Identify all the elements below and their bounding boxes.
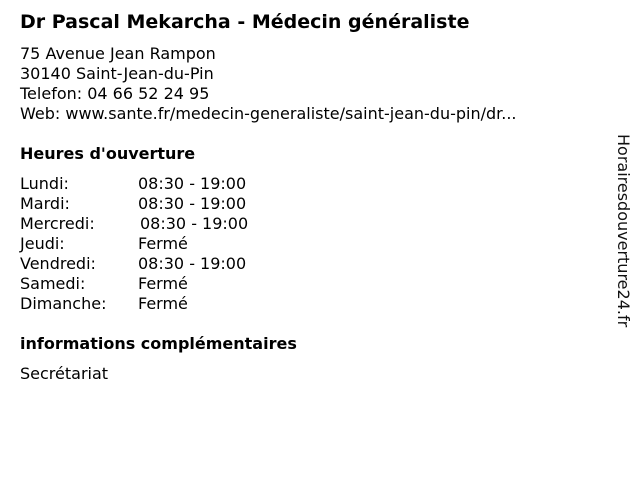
day-label: Samedi: xyxy=(20,274,86,293)
address-block xyxy=(20,44,517,124)
time-value: 08:30 - 19:00 xyxy=(138,174,247,193)
hours-row-tuesday xyxy=(20,194,420,214)
time-value: Fermé xyxy=(138,234,188,253)
page-title: Dr Pascal Mekarcha - Médecin généraliste xyxy=(20,11,470,33)
day-label: Mardi: xyxy=(20,194,70,213)
time-value: Fermé xyxy=(138,274,188,293)
time-value: 08:30 - 19:00 xyxy=(140,214,249,233)
hours-row-wednesday xyxy=(20,214,420,234)
hours-row-saturday xyxy=(20,274,420,294)
opening-hours-list xyxy=(20,174,420,314)
hours-row-friday xyxy=(20,254,420,274)
site-watermark xyxy=(612,134,634,346)
street-address: 75 Avenue Jean Rampon xyxy=(20,44,216,63)
website-link[interactable]: Web: www.sante.fr/medecin-generaliste/saint-jean-du-pin/dr... xyxy=(20,104,517,123)
time-value: Fermé xyxy=(138,294,188,313)
additional-info-heading: informations complémentaires xyxy=(20,334,297,353)
time-value: 08:30 - 19:00 xyxy=(138,254,247,273)
hours-row-sunday xyxy=(20,294,420,314)
day-label: Jeudi: xyxy=(20,234,65,253)
day-label: Mercredi: xyxy=(20,214,95,233)
day-label: Dimanche: xyxy=(20,294,107,313)
city-postal: 30140 Saint-Jean-du-Pin xyxy=(20,64,214,83)
phone-number: Telefon: 04 66 52 24 95 xyxy=(20,84,210,103)
time-value: 08:30 - 19:00 xyxy=(138,194,247,213)
watermark-text: Horairesdouverture24.fr xyxy=(614,134,633,328)
day-label: Vendredi: xyxy=(20,254,96,273)
hours-row-monday xyxy=(20,174,420,194)
additional-info-text: Secrétariat xyxy=(20,364,109,383)
day-label: Lundi: xyxy=(20,174,69,193)
hours-row-thursday xyxy=(20,234,420,254)
opening-hours-heading: Heures d'ouverture xyxy=(20,144,196,163)
